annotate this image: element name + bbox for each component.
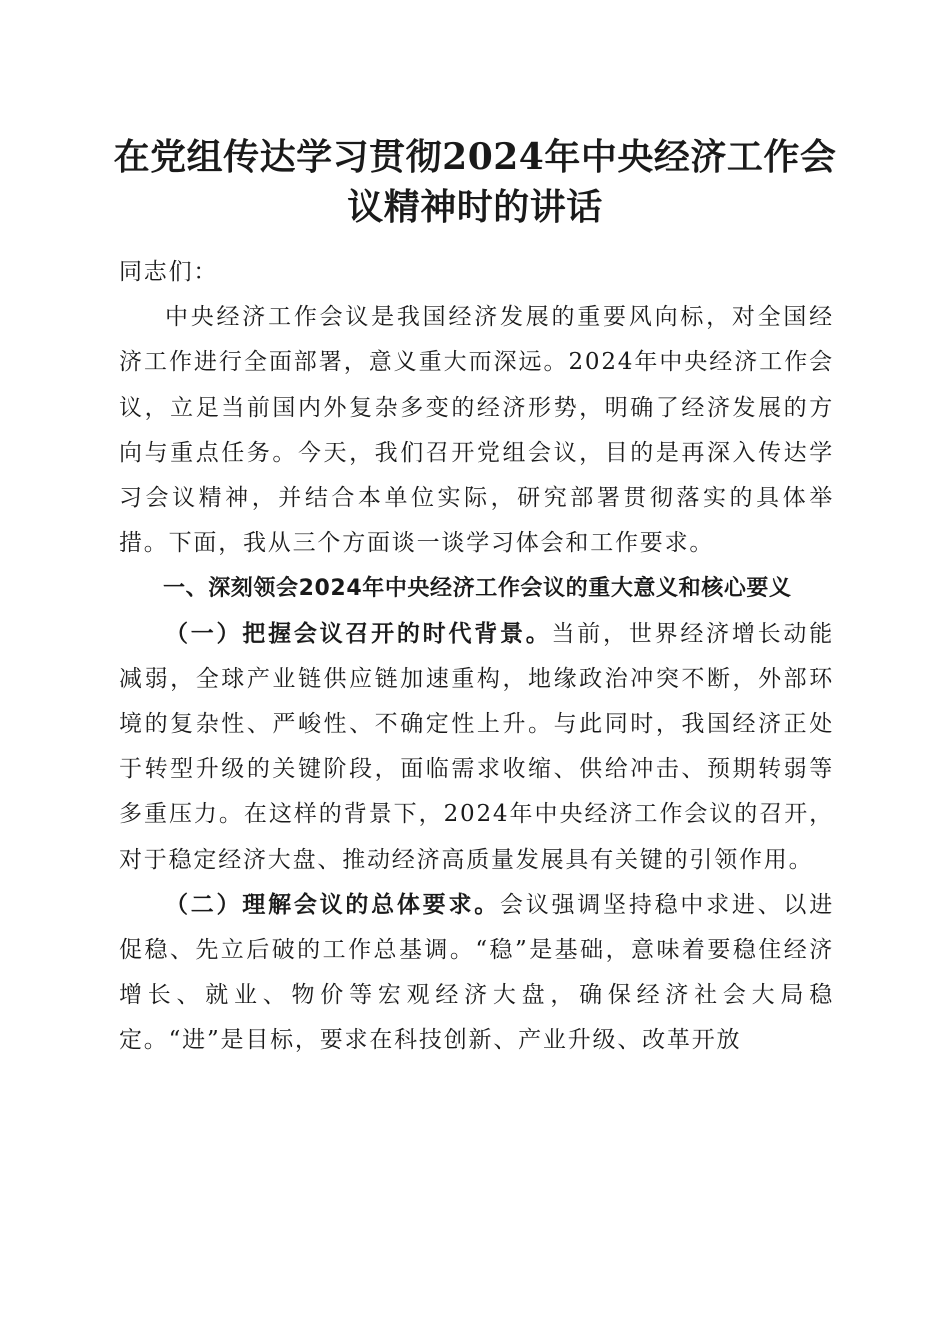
subsection-lead-1: （一）把握会议召开的时代背景。 xyxy=(165,620,552,647)
intro-paragraph: 中央经济工作会议是我国经济发展的重要风向标，对全国经济工作进行全面部署，意义重大而深远。2024年中央经济工作会议，立足当前国内外复杂多变的经济形势，明确了经济发展的方向与重点任务。今天，我们召开党组会议，目的是再深入传达学习会议精神，并结合本单位实际，研究部署贯彻落实的具体举措。下面，我从三个方面谈一谈学习体会和工作要求。 xyxy=(119,304,834,557)
document-title xyxy=(60,132,890,232)
subsection-text-1: 当前，世界经济增长动能减弱，全球产业链供应链加速重构，地缘政治冲突不断，外部环境的复杂性、严峻性、不确定性上升。与此同时，我国经济正处于转型升级的关键阶段，面临需求收缩、供给冲击、预期转弱等多重压力。在这样的背景下，2024年中央经济工作会议的召开，对于稳定经济大盘、推动经济高质量发展具有关键的引领作用。 xyxy=(119,620,834,873)
subsection-text-2: 会议强调坚持稳中求进、以进促稳、先立后破的工作总基调。“稳”是基础，意味着要稳住经济增长、就业、物价等宏观经济大盘，确保经济社会大局稳定。“进”是目标，要求在科技创新、产业升级、改革开放 xyxy=(119,891,834,1054)
subsection-paragraph-2 xyxy=(119,883,834,1064)
document-body xyxy=(119,250,834,1064)
subsection-lead-2: （二）理解会议的总体要求。 xyxy=(165,891,500,918)
subsection-paragraph-1 xyxy=(119,612,834,883)
title-line-1: 在党组传达学习贯彻2024年中央经济工作会 xyxy=(113,136,837,178)
salutation: 同志们： xyxy=(119,259,219,285)
section-heading-1: 一、深刻领会2024年中央经济工作会议的重大意义和核心要义 xyxy=(163,576,792,602)
title-line-2: 议精神时的讲话 xyxy=(347,186,603,228)
